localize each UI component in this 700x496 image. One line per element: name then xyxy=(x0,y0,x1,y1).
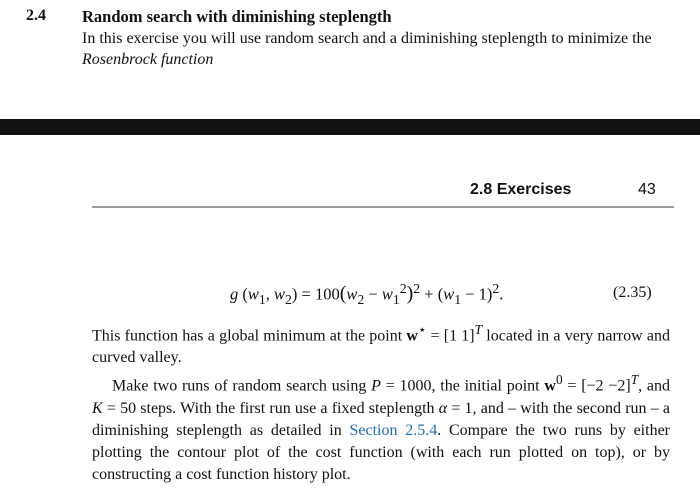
page-number: 43 xyxy=(638,181,656,198)
section-intro xyxy=(82,28,662,70)
section-reference-link[interactable]: Section 2.5.4 xyxy=(349,421,438,439)
paragraph-1: This function has a global minimum at the point w⋆ = [1 1]$^T$ located in a very narrow and curved valley. xyxy=(92,322,670,367)
body-text xyxy=(92,319,670,486)
equation-number: (2.35) xyxy=(613,284,652,301)
rosenbrock-term: Rosenbrock function xyxy=(82,51,214,68)
section-title: Random search with diminishing steplength xyxy=(82,7,392,26)
page-break-band xyxy=(0,119,700,135)
intro-line-1: In this exercise you will use random search and a diminishing steplength to xyxy=(82,30,564,47)
section-number: 2.4 xyxy=(26,7,46,24)
intro-line-2-prefix: minimize the xyxy=(567,30,652,47)
paragraph-2: Make two runs of random search using P = 1000, the initial point $w^0 = [-2 -2]^T$, and K = 50 steps. With the first run use a fixed steplength α = 1, and – with the second run – a diminishing steplength as detailed in Section 2.5.4. Compare the two runs by either plotting the contour plot of the cost function (with each run plotted on top), or by constructing a cost function history plot. xyxy=(92,372,670,483)
header-rule xyxy=(92,206,674,208)
running-head-title: 2.8 Exercises xyxy=(470,181,572,198)
rosenbrock-equation: g ($w_1$, $w_2) = 100(w_2 - w_1^2)^2 + (w_1 - 1)^2$. xyxy=(230,281,504,307)
